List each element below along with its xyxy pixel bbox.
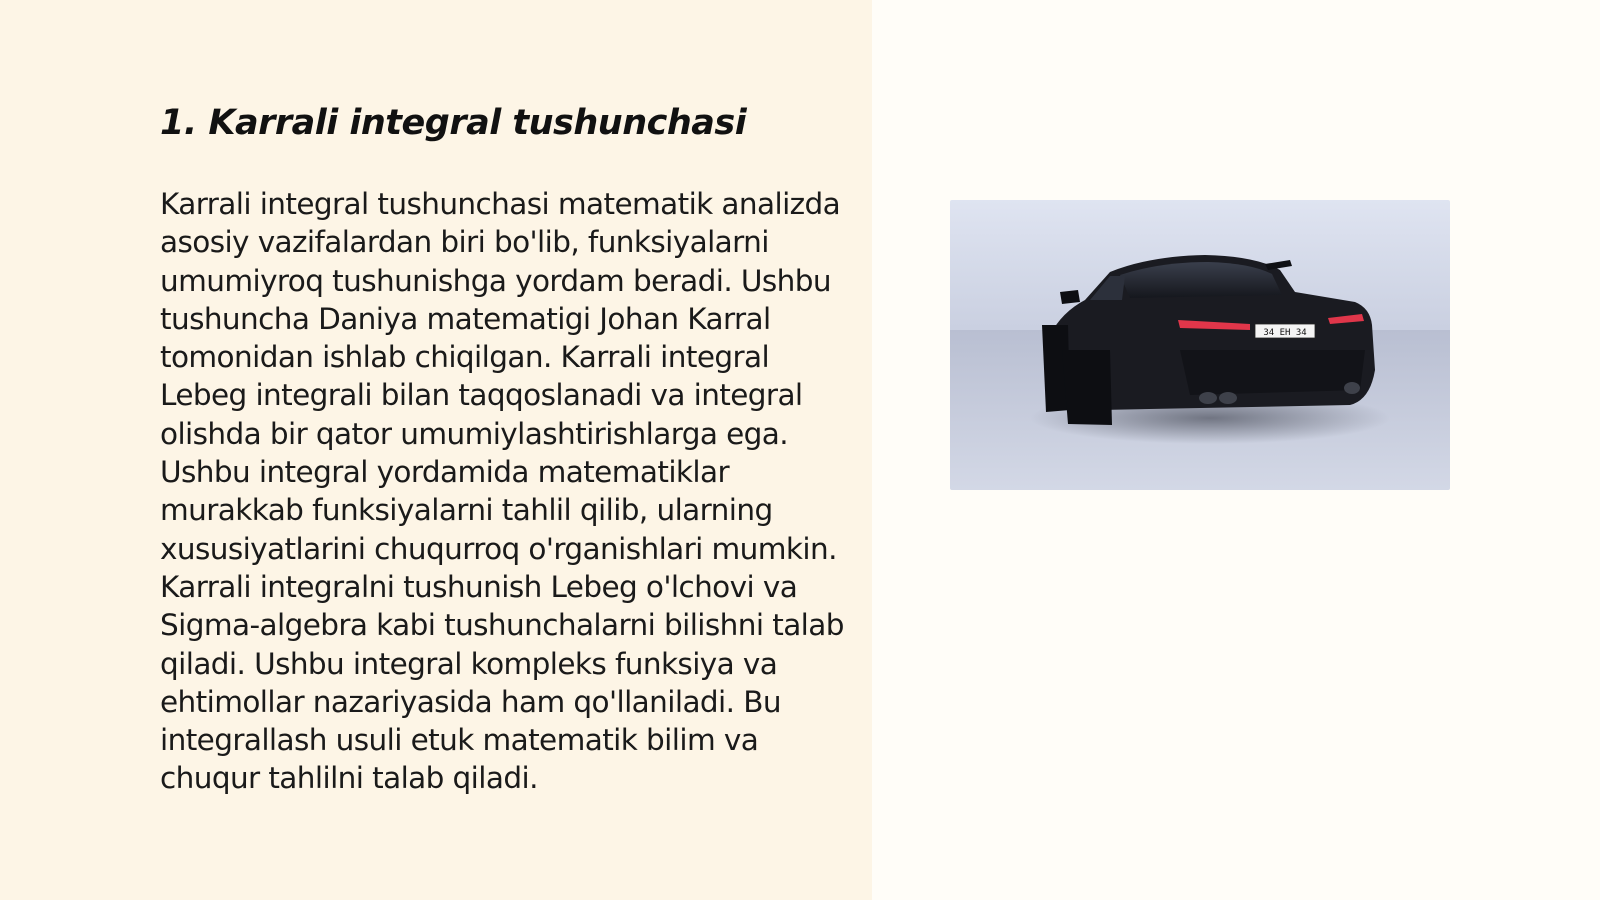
license-plate: 34 EH 34 — [1263, 328, 1307, 338]
slide-heading: 1. Karrali integral tushunchasi — [160, 103, 747, 143]
slide-body-text: Karrali integral tushunchasi matematik analizda asosiy vazifalardan biri bo'lib, funksiyalarni umumiyroq tushunishga yordam beradi. Ushbu tushuncha Daniya matematigi Johan Karral tomonidan ishlab chiqilgan. Karrali integral Lebeg integrali bilan taqqoslanadi va integral olishda bir qator umumiylashtirishlarga ega. Ushbu integral yordamida matematiklar murakkab funksiyalarni tahlil qilib, ularning xususiyatlarini chuqurroq o'rganishlari mumkin. Karrali integralni tushunish Lebeg o'lchovi va Sigma-algebra kabi tushunchalarni bilishni talab qiladi. Ushbu integral kompleks funksiya va ehtimollar nazariyasida ham qo'llaniladi. Bu integrallash usuli etuk matematik bilim va chuqur tahlilni talab qiladi. — [160, 187, 844, 796]
car-photo — [950, 200, 1450, 490]
